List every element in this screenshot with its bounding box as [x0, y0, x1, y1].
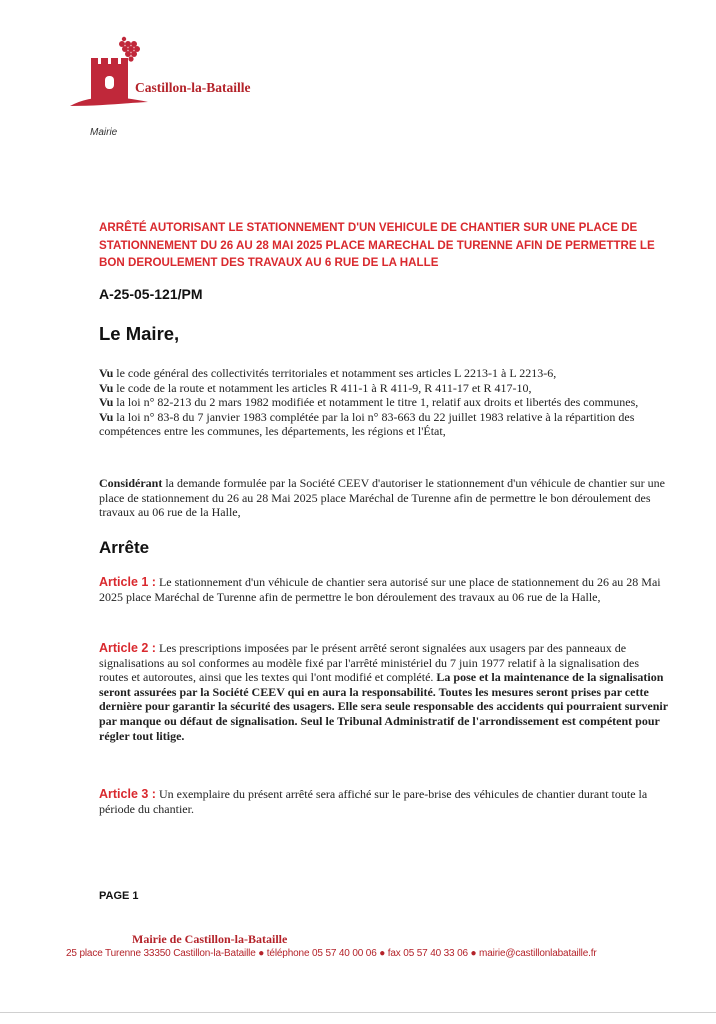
heading-arrete: Arrête	[99, 538, 150, 557]
article-text: Les prescriptions imposées par le présent arrêté seront signalées aux usagers par des panneaux de signalisations au sol conformes au modèle fixé par l'arrêté ministériel du 7 juin 1977 relatif à la signalisation des routes et autoroutes, ainsi que les textes qui l'ont modifié et complété.	[99, 641, 640, 685]
logo-name: Castillon-la-Bataille	[135, 80, 251, 95]
considerant-text: la demande formulée par la Société CEEV d'autoriser le stationnement d'un véhicule de chantier sur une place de stationnement du 26 au 28 Mai 2025 place Maréchal de Turenne afin de permettre le bon déroulement des travaux au 06 rue de la Halle,	[99, 476, 665, 520]
bottom-divider	[0, 1012, 716, 1013]
footer-title: Mairie de Castillon-la-Bataille	[132, 932, 288, 946]
article-label: Article 2 :	[99, 641, 156, 655]
considerant-block	[99, 476, 669, 520]
article-text: Un exemplaire du présent arrêté sera affiché sur le pare-brise des véhicules de chantier durant toute la période du chantier.	[99, 787, 648, 816]
footer-contact-line: 25 place Turenne 33350 Castillon-la-Bataille ● téléphone 05 57 40 00 06 ● fax 05 57 40 33 06 ● mairie@castillonlabataille.fr	[66, 948, 597, 959]
article-2	[99, 641, 669, 743]
considerant-lead: Considérant	[99, 476, 163, 490]
reference-number: A-25-05-121/PM	[99, 286, 203, 302]
vu-item: Vu le code général des collectivités territoriales et notamment ses articles L 2213-1 à L 2213-6,	[99, 366, 557, 380]
vu-item: Vu le code de la route et notamment les articles R 411-1 à R 411-9, R 411-17 et R 417-10,	[99, 380, 532, 395]
vu-item: Vu la loi n° 82-213 du 2 mars 1982 modifiée et notamment le titre 1, relatif aux droits et libertés des communes,	[99, 395, 639, 410]
article-text: Le stationnement d'un véhicule de chantier sera autorisé sur une place de stationnement du 26 au 28 Mai 2025 place Maréchal de Turenne afin de permettre le bon déroulement des travaux au 06 rue de la Halle,	[99, 575, 661, 604]
page-number: PAGE 1	[99, 890, 139, 902]
article-1	[99, 575, 669, 604]
article-bold-text: La pose et la maintenance de la signalisation seront assurées par la Société CEEV qui en aura la responsabilité. Toutes les mesures seront prises par cette dernière pour garantir la sécurité des usagers. Elle sera seule responsable des accidents qui pourraient survenir par manque ou défaut de signalisation. Seul le Tribunal Administratif de l'arrondissement est compétent pour régler tout litige.	[99, 670, 668, 743]
logo-subtitle: Mairie	[90, 127, 118, 138]
logo	[66, 36, 306, 146]
document-title: ARRÊTÉ AUTORISANT LE STATIONNEMENT D'UN VEHICULE DE CHANTIER SUR UNE PLACE DE STATIONNEMENT DU 26 AU 28 MAI 2025 PLACE MARECHAL DE TURENNE AFIN DE PERMETTRE LE BON DEROULEMENT DES TRAVAUX AU 6 RUE DE LA HALLE	[99, 221, 655, 269]
heading-maire: Le Maire,	[99, 323, 180, 344]
vu-block	[99, 366, 669, 439]
article-label: Article 3 :	[99, 787, 156, 801]
vu-item: Vu la loi n° 83-8 du 7 janvier 1983 complétée par la loi n° 83-663 du 22 juillet 1983 relative à la répartition des compétences entre les communes, les départements, les régions et l'État,	[99, 409, 635, 439]
article-label: Article 1 :	[99, 575, 156, 589]
article-3	[99, 787, 669, 816]
